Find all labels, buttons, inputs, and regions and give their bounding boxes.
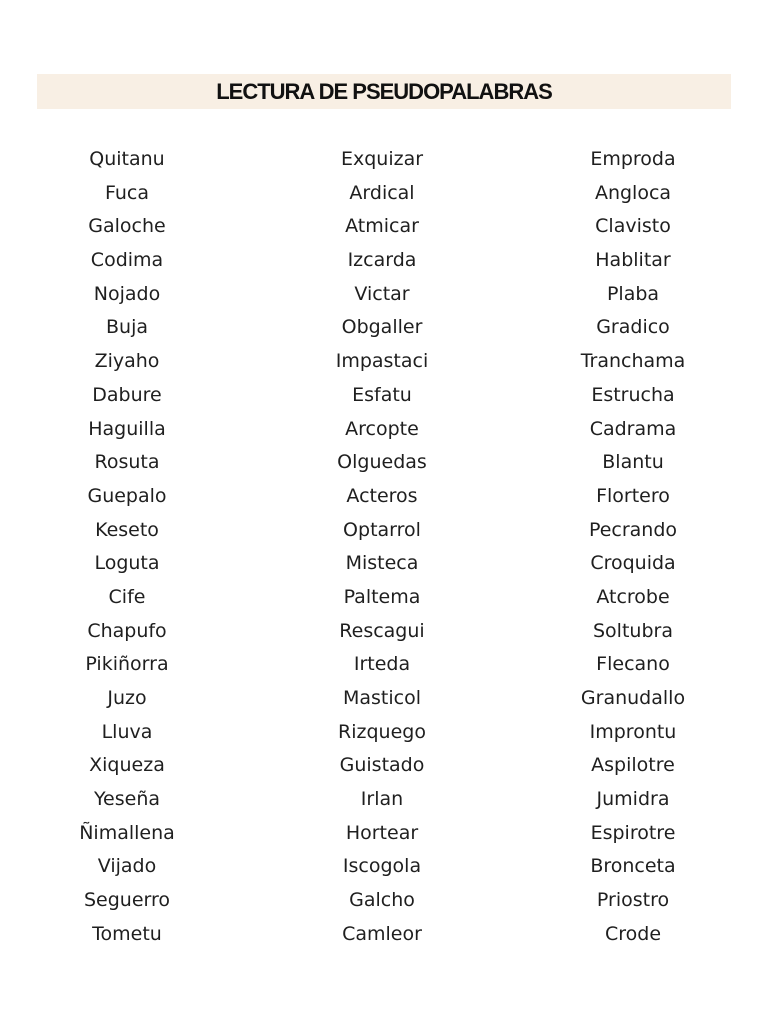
pseudoword-item: Tranchama	[580, 350, 686, 373]
pseudoword-item: Guepalo	[87, 484, 167, 507]
pseudoword-item: Plaba	[606, 282, 660, 305]
pseudoword-item: Paltema	[343, 585, 421, 608]
pseudoword-item: Juzo	[107, 687, 147, 709]
pseudoword-item: Gradico	[596, 316, 670, 339]
pseudoword-item: Atcrobe	[596, 585, 670, 608]
pseudoword-item: Obgaller	[341, 316, 423, 339]
pseudoword-item: Cife	[108, 585, 146, 608]
pseudoword-item: Misteca	[345, 552, 419, 575]
pseudoword-item: Pecrando	[588, 518, 678, 541]
pseudoword-item: Improntu	[589, 720, 677, 743]
pseudoword-item: Ziyaho	[94, 350, 160, 373]
pseudoword-item: Yeseña	[93, 788, 161, 811]
pseudoword-item: Irteda	[353, 653, 411, 676]
pseudoword-item: Guistado	[339, 754, 425, 777]
pseudoword-item: Priostro	[596, 889, 670, 912]
pseudoword-item: Vijado	[97, 855, 157, 878]
pseudoword-item: Angloca	[594, 181, 672, 204]
pseudoword-item: Buja	[106, 316, 148, 339]
pseudoword-item: Keseto	[95, 518, 159, 541]
pseudoword-item: Chapufo	[87, 619, 167, 642]
title-banner	[37, 74, 731, 109]
pseudoword-item: Hortear	[345, 821, 419, 844]
pseudoword-item: Impastaci	[335, 350, 429, 373]
pseudoword-item: Quitanu	[89, 148, 165, 170]
pseudoword-item: Croquida	[590, 552, 676, 575]
pseudoword-item: Ardical	[349, 181, 415, 204]
pseudoword-item: Fuca	[104, 181, 150, 204]
pseudoword-item: Clavisto	[595, 215, 671, 238]
pseudoword-item: Galoche	[88, 215, 166, 238]
pseudoword-item: Espirotre	[590, 821, 676, 844]
pseudoword-item: Acteros	[346, 484, 418, 507]
pseudoword-item: Soltubra	[593, 619, 673, 642]
pseudoword-item: Flortero	[596, 484, 670, 507]
pseudoword-item: Xiqueza	[89, 754, 165, 777]
pseudoword-item: Nojado	[93, 282, 161, 305]
pseudoword-item: Masticol	[342, 687, 421, 709]
pseudoword-item: Ñimallena	[79, 821, 175, 844]
pseudoword-item: Lluva	[101, 720, 153, 743]
pseudoword-item: Exquizar	[340, 148, 424, 170]
pseudoword-item: Izcarda	[347, 249, 417, 272]
pseudoword-item: Granudallo	[580, 687, 686, 709]
pseudoword-item: Rescagui	[339, 619, 425, 642]
pseudoword-item: Tometu	[92, 922, 162, 945]
pseudoword-item: Atmicar	[345, 215, 419, 238]
pseudoword-item: Estrucha	[591, 383, 675, 406]
pseudoword-item: Loguta	[94, 552, 160, 575]
pseudoword-item: Cadrama	[589, 417, 677, 440]
pseudoword-item: Victar	[354, 282, 410, 305]
pseudoword-item: Rizquego	[338, 720, 426, 743]
pseudoword-item: Hablitar	[595, 249, 671, 272]
pseudoword-item: Bronceta	[590, 855, 676, 878]
pseudoword-item: Galcho	[349, 889, 415, 912]
page-title: LECTURA DE PSEUDOPALABRAS	[216, 78, 552, 104]
pseudoword-item: Arcopte	[345, 417, 419, 440]
pseudoword-item: Iscogola	[342, 855, 422, 878]
pseudoword-item: Codima	[90, 249, 164, 272]
pseudoword-item: Jumidra	[596, 788, 670, 811]
pseudoword-item: Olguedas	[337, 451, 427, 474]
word-column-2	[282, 143, 482, 952]
pseudoword-item: Haguilla	[88, 417, 166, 440]
pseudoword-item: Emproda	[590, 148, 676, 170]
pseudoword-item: Pikiñorra	[85, 653, 169, 676]
pseudoword-item: Camleor	[342, 922, 422, 945]
pseudoword-item: Flecano	[596, 653, 670, 676]
pseudoword-item: Rosuta	[94, 451, 160, 474]
pseudoword-item: Blantu	[602, 451, 664, 474]
pseudoword-item: Crode	[604, 922, 662, 945]
word-column-1	[27, 143, 227, 952]
pseudoword-item: Esfatu	[352, 383, 412, 406]
pseudoword-item: Irlan	[360, 788, 404, 811]
word-column-3	[533, 143, 733, 952]
pseudoword-item: Seguerro	[83, 889, 171, 912]
pseudoword-item: Aspilotre	[591, 754, 675, 777]
pseudoword-item: Dabure	[92, 383, 162, 406]
pseudoword-item: Optarrol	[343, 518, 421, 541]
